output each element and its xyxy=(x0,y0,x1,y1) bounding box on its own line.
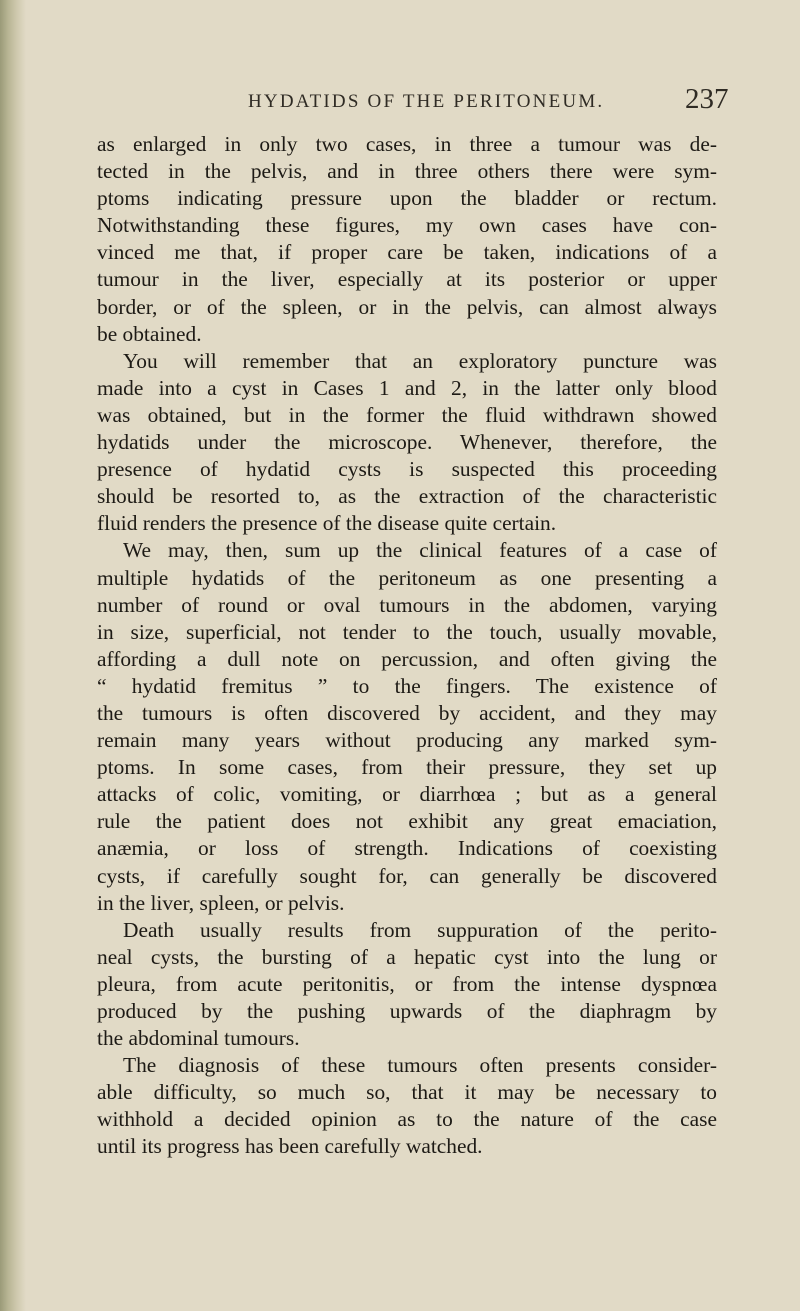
text-line: attacks of colic, vomiting, or diarrhœa ; but as a general xyxy=(97,782,717,807)
text-line: ptoms indicating pressure upon the bladder or rectum. xyxy=(97,186,717,211)
text-line: You will remember that an exploratory puncture was xyxy=(123,348,717,373)
text-line: Death usually results from suppuration of the perito- xyxy=(123,917,717,942)
text-line: tected in the pelvis, and in three others there were sym- xyxy=(97,159,717,184)
text-line: hydatids under the microscope. Whenever, therefore, the xyxy=(97,430,717,455)
text-line: able difficulty, so much so, that it may be necessary to xyxy=(97,1080,717,1105)
running-header xyxy=(0,83,800,123)
text-line: “ hydatid fremitus ” to the fingers. The existence of xyxy=(97,673,717,698)
text-line: the tumours is often discovered by accident, and they may xyxy=(97,700,717,725)
text-line: number of round or oval tumours in the abdomen, varying xyxy=(97,592,717,617)
text-line: pleura, from acute peritonitis, or from the intense dyspnœa xyxy=(97,971,717,996)
text-line: in size, superficial, not tender to the touch, usually movable, xyxy=(97,619,717,644)
text-line: as enlarged in only two cases, in three a tumour was de- xyxy=(97,132,717,156)
text-line: fluid renders the presence of the disease quite certain. xyxy=(97,511,557,536)
text-line: The diagnosis of these tumours often presents consider- xyxy=(123,1053,717,1078)
text-line: border, or of the spleen, or in the pelvis, can almost always xyxy=(97,294,717,319)
text-line: should be resorted to, as the extraction of the characteristic xyxy=(97,484,717,509)
text-line: anæmia, or loss of strength. Indications of coexisting xyxy=(97,836,717,861)
text-line: presence of hydatid cysts is suspected this proceeding xyxy=(97,457,717,482)
text-line: We may, then, sum up the clinical features of a case of xyxy=(123,538,717,563)
text-line: ptoms. In some cases, from their pressure, they set up xyxy=(97,755,717,780)
text-line: be obtained. xyxy=(97,321,202,346)
text-line: produced by the pushing upwards of the diaphragm by xyxy=(97,999,717,1023)
text-line: withhold a decided opinion as to the nature of the case xyxy=(97,1107,717,1132)
page-binding-edge xyxy=(0,0,26,1311)
text-line: the abdominal tumours. xyxy=(97,1026,300,1051)
text-line: made into a cyst in Cases 1 and 2, in the latter only blood xyxy=(97,375,717,400)
body-text xyxy=(97,131,717,1161)
text-line: affording a dull note on percussion, and often giving the xyxy=(97,646,717,671)
running-title: HYDATIDS OF THE PERITONEUM. xyxy=(248,91,605,112)
text-line: Notwithstanding these figures, my own cases have con- xyxy=(97,213,717,238)
page-number: 237 xyxy=(685,83,729,115)
text-line: remain many years without producing any marked sym- xyxy=(97,728,717,753)
text-line: multiple hydatids of the peritoneum as one presenting a xyxy=(97,565,717,590)
text-line: in the liver, spleen, or pelvis. xyxy=(97,890,345,915)
text-line: vinced me that, if proper care be taken, indications of a xyxy=(97,240,717,265)
text-line: neal cysts, the bursting of a hepatic cyst into the lung or xyxy=(97,944,717,969)
text-line: was obtained, but in the former the fluid withdrawn showed xyxy=(97,402,717,427)
text-line: cysts, if carefully sought for, can generally be discovered xyxy=(97,863,717,888)
text-line: rule the patient does not exhibit any great emaciation, xyxy=(97,809,717,834)
text-line: until its progress has been carefully watched. xyxy=(97,1134,483,1159)
text-line: tumour in the liver, especially at its posterior or upper xyxy=(97,267,717,292)
